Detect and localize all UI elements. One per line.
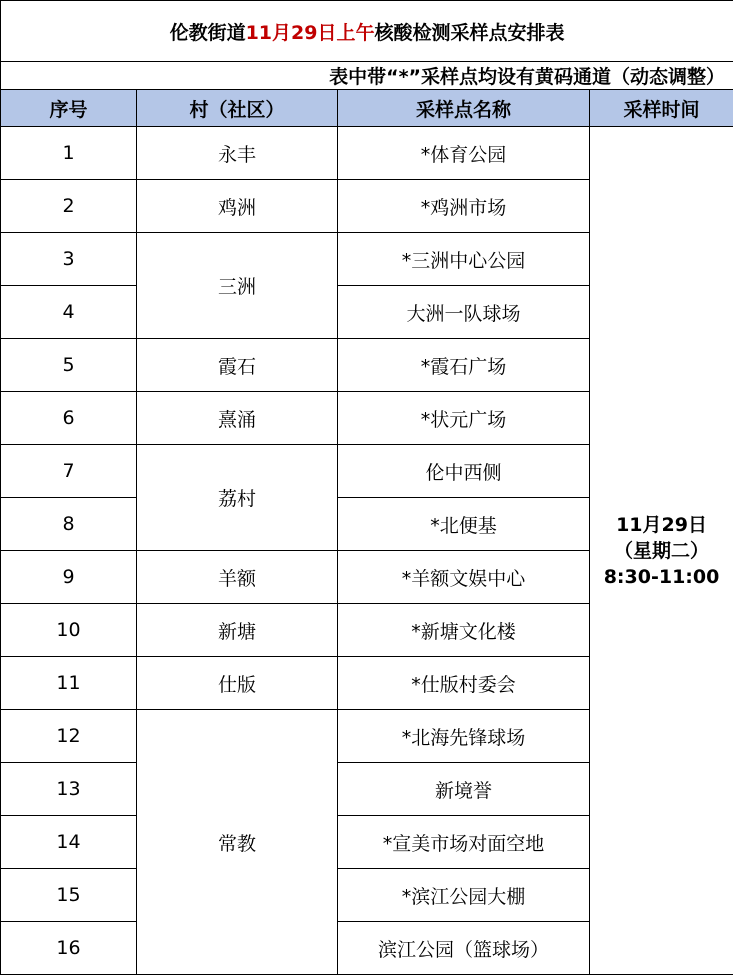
cell-site: *仕版村委会 [338, 657, 590, 710]
cell-site: *霞石广场 [338, 339, 590, 392]
title-row [1, 1, 733, 62]
cell-site: *状元广场 [338, 392, 590, 445]
title-date-highlight: 11月29日上午 [246, 22, 375, 44]
time-range: 8:30-11:00 [590, 564, 733, 590]
cell-index: 4 [1, 286, 137, 339]
cell-index: 8 [1, 498, 137, 551]
cell-site: *滨江公园大棚 [338, 869, 590, 922]
cell-site: 新境誉 [338, 763, 590, 816]
cell-index: 14 [1, 816, 137, 869]
cell-index: 12 [1, 710, 137, 763]
cell-village: 熹涌 [137, 392, 338, 445]
page-title [1, 1, 733, 62]
cell-site: *新塘文化楼 [338, 604, 590, 657]
cell-index: 6 [1, 392, 137, 445]
cell-index: 11 [1, 657, 137, 710]
cell-site: 滨江公园（篮球场） [338, 922, 590, 975]
cell-site: *体育公园 [338, 127, 590, 180]
time-date: 11月29日 [590, 512, 733, 538]
cell-village: 三洲 [137, 233, 338, 339]
cell-index: 5 [1, 339, 137, 392]
cell-index: 3 [1, 233, 137, 286]
cell-village: 常教 [137, 710, 338, 975]
cell-site: 伦中西侧 [338, 445, 590, 498]
header-row [1, 90, 733, 127]
cell-site: *羊额文娱中心 [338, 551, 590, 604]
header-village: 村（社区） [137, 90, 338, 127]
cell-village: 永丰 [137, 127, 338, 180]
cell-index: 10 [1, 604, 137, 657]
cell-index: 16 [1, 922, 137, 975]
cell-village: 羊额 [137, 551, 338, 604]
cell-site: *鸡洲市场 [338, 180, 590, 233]
cell-site: *北便基 [338, 498, 590, 551]
cell-site: *三洲中心公园 [338, 233, 590, 286]
cell-village: 鸡洲 [137, 180, 338, 233]
cell-index: 1 [1, 127, 137, 180]
header-site: 采样点名称 [338, 90, 590, 127]
sampling-time-cell [590, 127, 733, 975]
title-part-1: 伦教街道 [170, 22, 246, 44]
cell-site: 大洲一队球场 [338, 286, 590, 339]
cell-site: *北海先锋球场 [338, 710, 590, 763]
note-row [1, 62, 733, 90]
cell-village: 新塘 [137, 604, 338, 657]
cell-index: 7 [1, 445, 137, 498]
cell-index: 2 [1, 180, 137, 233]
cell-site: *宣美市场对面空地 [338, 816, 590, 869]
cell-index: 13 [1, 763, 137, 816]
header-index: 序号 [1, 90, 137, 127]
cell-village: 仕版 [137, 657, 338, 710]
cell-village: 荔村 [137, 445, 338, 551]
title-part-3: 核酸检测采样点安排表 [374, 22, 564, 44]
cell-village: 霞石 [137, 339, 338, 392]
time-weekday: （星期二） [590, 538, 733, 564]
cell-index: 15 [1, 869, 137, 922]
yellow-code-note: 表中带“*”采样点均设有黄码通道（动态调整） [1, 62, 733, 90]
cell-index: 9 [1, 551, 137, 604]
table-row [1, 127, 733, 180]
header-time: 采样时间 [590, 90, 733, 127]
